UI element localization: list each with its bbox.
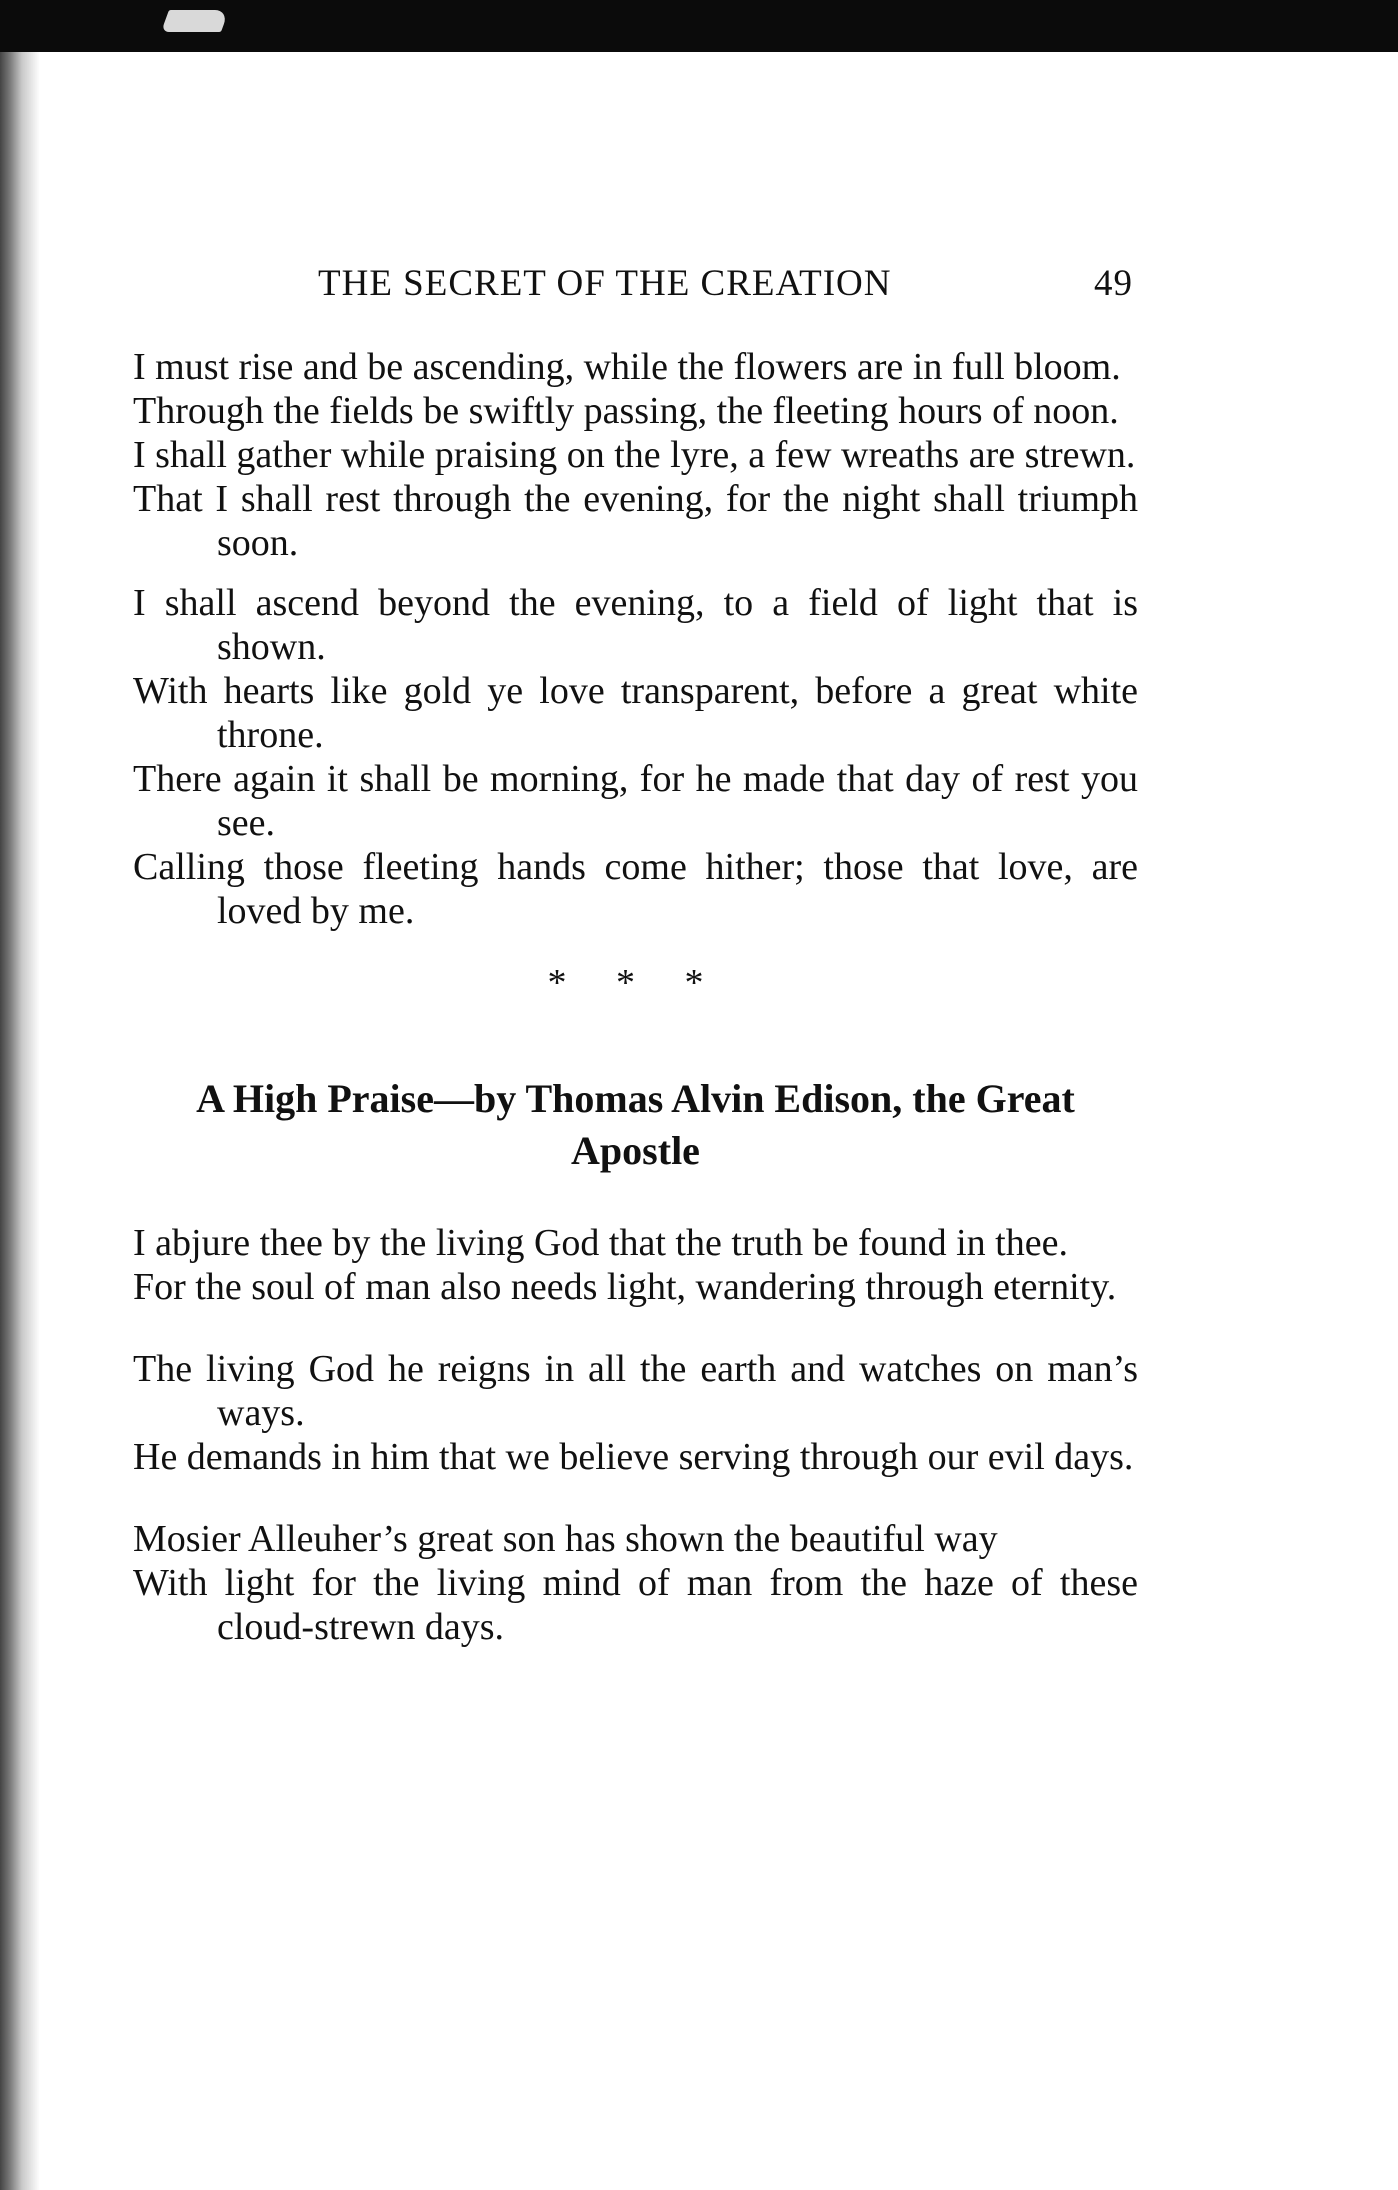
verse-line: There again it shall be morning, for he made that day of rest you see. xyxy=(133,758,1138,844)
verse-line: The living God he reigns in all the earth and watches on man’s ways. xyxy=(133,1348,1138,1434)
scan-top-edge xyxy=(0,0,1398,52)
verse-line: Through the fields be swiftly passing, the fleeting hours of noon. xyxy=(133,390,1119,432)
verse-line: For the soul of man also needs light, wandering through eternity. xyxy=(133,1266,1117,1308)
verse-line: With hearts like gold ye love transparent, before a great white throne. xyxy=(133,670,1138,756)
poem-two-stanza-3 xyxy=(133,1517,1138,1649)
verse-line: Calling those fleeting hands come hither; those that love, are loved by me. xyxy=(133,846,1138,932)
poem-two-heading: A High Praise—by Thomas Alvin Edison, the Great Apostle xyxy=(196,1076,1075,1173)
verse-line: I abjure thee by the living God that the truth be found in thee. xyxy=(133,1222,1068,1264)
verse-line: With light for the living mind of man from the haze of these cloud-strewn days. xyxy=(133,1562,1138,1648)
verse-line: I shall gather while praising on the lyre, a few wreaths are strewn. xyxy=(133,434,1136,476)
poem-two-stanza-2 xyxy=(133,1347,1138,1479)
section-separator: * * * xyxy=(547,962,724,1004)
page-content xyxy=(133,345,1138,1649)
poem-one-stanza-2 xyxy=(133,581,1138,933)
poem-two-stanza-1 xyxy=(133,1221,1138,1309)
page-number: 49 xyxy=(1094,263,1133,304)
running-title: THE SECRET OF THE CREATION xyxy=(318,263,892,304)
verse-line: I shall ascend beyond the evening, to a field of light that is shown. xyxy=(133,582,1138,668)
scan-binding-edge xyxy=(0,52,40,2190)
scan-mark xyxy=(161,10,229,32)
running-head xyxy=(318,262,1133,312)
verse-line: That I shall rest through the evening, for the night shall triumph soon. xyxy=(133,478,1138,564)
poem-one-stanza-1 xyxy=(133,345,1138,565)
verse-line: Mosier Alleuher’s great son has shown the beautiful way xyxy=(133,1518,998,1560)
verse-line: He demands in him that we believe serving through our evil days. xyxy=(133,1436,1134,1478)
verse-line: I must rise and be ascending, while the flowers are in full bloom. xyxy=(133,346,1121,388)
